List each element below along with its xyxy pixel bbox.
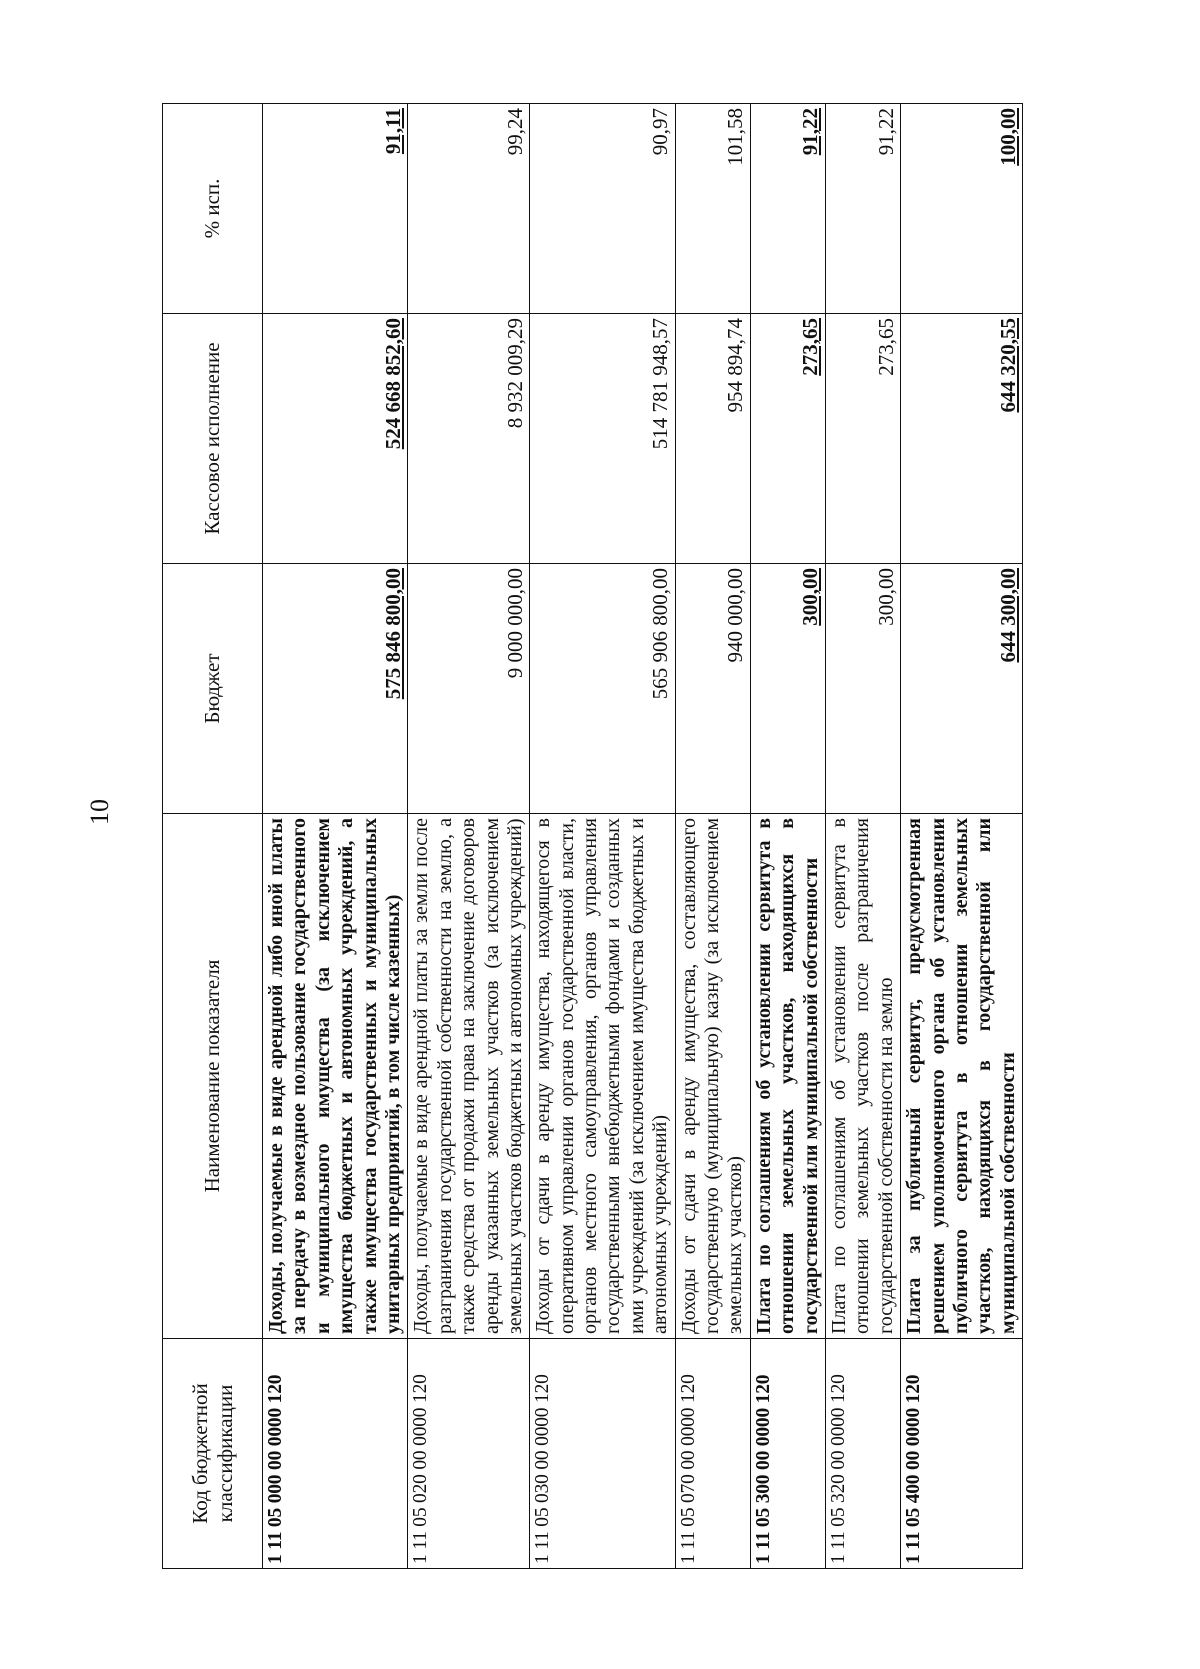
row-name: Доходы, получаемые в виде арендной платы за земли после разграничения государственной собственности на землю, а также средства от продажи права на заключение договоров аренды указанных земельных участков (за исключением земельных участков бюджетных и автономных учреждений): [408, 814, 530, 1339]
header-cash: Кассовое исполнение: [163, 314, 263, 564]
row-name: Плата за публичный сервитут, предусмотренная решением уполномоченного органа об установлении публичного сервитута в отношении земельных участков, находящихся в государственной или муниципальной собственности: [901, 814, 1023, 1339]
row-percent: 99,24: [408, 104, 530, 314]
row-code: 1 11 05 300 00 0000 120: [750, 1339, 825, 1569]
row-percent: 91,22: [750, 104, 825, 314]
table-row: [263, 104, 408, 1569]
row-code: 1 11 05 030 00 0000 120: [530, 1339, 675, 1569]
header-name: Наименование показателя: [163, 814, 263, 1339]
row-budget: 644 300,00: [901, 564, 1023, 814]
row-cash: 954 894,74: [675, 314, 750, 564]
row-cash: 524 668 852,60: [263, 314, 408, 564]
table-row: [408, 104, 530, 1569]
row-name: Доходы, получаемые в виде арендной либо иной платы за передачу в возмездное пользование государственного и муниципального имущества (за исключением имущества бюджетных и автономных учреждений, а также имущества государственных и муниципальных унитарных предприятий, в том числе казенных): [263, 814, 408, 1339]
row-percent: 100,00: [901, 104, 1023, 314]
row-budget: 300,00: [825, 564, 900, 814]
row-budget: 300,00: [750, 564, 825, 814]
table-row: [825, 104, 900, 1569]
row-code: 1 11 05 020 00 0000 120: [408, 1339, 530, 1569]
row-name: Доходы от сдачи в аренду имущества, составляющего государственную (муниципальную) казну (за исключением земельных участков): [675, 814, 750, 1339]
budget-table: [162, 103, 1023, 1569]
row-budget: 575 846 800,00: [263, 564, 408, 814]
row-cash: 644 320,55: [901, 314, 1023, 564]
row-percent: 91,22: [825, 104, 900, 314]
row-code: 1 11 05 320 00 0000 120: [825, 1339, 900, 1569]
table-header-row: [163, 104, 263, 1569]
row-budget: 565 906 800,00: [530, 564, 675, 814]
table-row: [675, 104, 750, 1569]
header-code: Код бюджетной классификации: [163, 1339, 263, 1569]
row-cash: 273,65: [750, 314, 825, 564]
rotated-table-container: [162, 104, 1022, 1569]
row-code: 1 11 05 000 00 0000 120: [263, 1339, 408, 1569]
row-code: 1 11 05 070 00 0000 120: [675, 1339, 750, 1569]
row-budget: 940 000,00: [675, 564, 750, 814]
header-budget: Бюджет: [163, 564, 263, 814]
header-percent: % исп.: [163, 104, 263, 314]
row-code: 1 11 05 400 00 0000 120: [901, 1339, 1023, 1569]
row-cash: 514 781 948,57: [530, 314, 675, 564]
row-percent: 101,58: [675, 104, 750, 314]
row-name: Плата по соглашениям об установлении сервитута в отношении земельных участков после разграничения государственной собственности на землю: [825, 814, 900, 1339]
page-number: 10: [85, 799, 114, 825]
table-row: [750, 104, 825, 1569]
table-row: [530, 104, 675, 1569]
row-percent: 90,97: [530, 104, 675, 314]
row-name: Плата по соглашениям об установлении сервитута в отношении земельных участков, находящихся в государственной или муниципальной собственности: [750, 814, 825, 1339]
table-row: [901, 104, 1023, 1569]
row-percent: 91,11: [263, 104, 408, 314]
row-cash: 8 932 009,29: [408, 314, 530, 564]
row-budget: 9 000 000,00: [408, 564, 530, 814]
row-name: Доходы от сдачи в аренду имущества, находящегося в оперативном управлении органов государственной власти, органов местного самоуправления, органов управления государственными внебюджетными фондами и созданных ими учреждений (за исключением имущества бюджетных и автономных учреждений): [530, 814, 675, 1339]
row-cash: 273,65: [825, 314, 900, 564]
